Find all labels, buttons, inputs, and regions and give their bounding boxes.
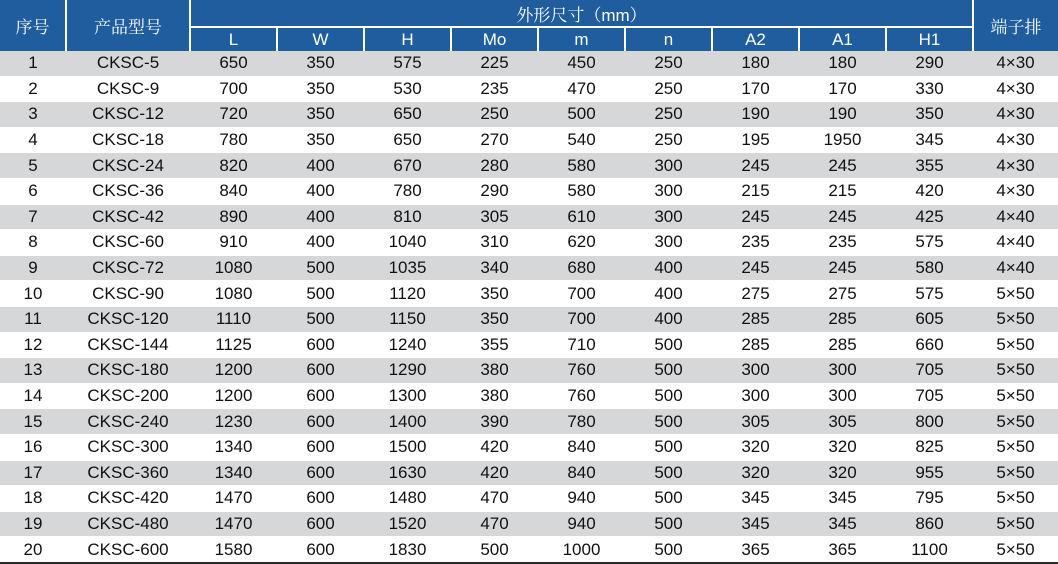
cell-h: 1520 xyxy=(364,511,451,537)
cell-h1: 575 xyxy=(886,281,973,307)
cell-a1: 1950 xyxy=(799,127,886,153)
cell-terminal: 4×30 xyxy=(973,51,1058,76)
table-row xyxy=(0,230,1058,256)
cell-a1: 365 xyxy=(799,537,886,563)
cell-h: 1240 xyxy=(364,332,451,358)
cell-mo: 380 xyxy=(451,358,538,384)
cell-l: 1340 xyxy=(190,434,277,460)
cell-h: 1830 xyxy=(364,537,451,563)
table-body xyxy=(0,51,1058,563)
cell-terminal: 4×30 xyxy=(973,127,1058,153)
cell-m: 500 xyxy=(538,102,625,128)
cell-a2: 195 xyxy=(712,127,799,153)
cell-a2: 245 xyxy=(712,204,799,230)
table-row xyxy=(0,178,1058,204)
cell-h: 1040 xyxy=(364,230,451,256)
cell-a2: 365 xyxy=(712,537,799,563)
cell-n: 250 xyxy=(625,76,712,102)
cell-m: 450 xyxy=(538,51,625,76)
cell-a1: 320 xyxy=(799,434,886,460)
cell-index: 2 xyxy=(0,76,66,102)
cell-model: CKSC-18 xyxy=(66,127,190,153)
cell-n: 500 xyxy=(625,460,712,486)
cell-mo: 340 xyxy=(451,255,538,281)
cell-w: 600 xyxy=(277,434,364,460)
cell-h1: 580 xyxy=(886,255,973,281)
header-dim-w: W xyxy=(277,27,364,51)
cell-m: 620 xyxy=(538,230,625,256)
cell-n: 400 xyxy=(625,255,712,281)
cell-h1: 800 xyxy=(886,409,973,435)
header-terminal: 端子排 xyxy=(973,0,1058,51)
header-index: 序号 xyxy=(0,0,66,51)
cell-mo: 470 xyxy=(451,511,538,537)
cell-l: 1470 xyxy=(190,486,277,512)
cell-w: 600 xyxy=(277,409,364,435)
cell-w: 600 xyxy=(277,358,364,384)
cell-mo: 270 xyxy=(451,127,538,153)
cell-index: 14 xyxy=(0,383,66,409)
cell-m: 470 xyxy=(538,76,625,102)
cell-h: 1120 xyxy=(364,281,451,307)
table-row xyxy=(0,383,1058,409)
header-dim-mo: Mo xyxy=(451,27,538,51)
cell-m: 680 xyxy=(538,255,625,281)
table-row xyxy=(0,281,1058,307)
cell-w: 500 xyxy=(277,281,364,307)
cell-m: 540 xyxy=(538,127,625,153)
cell-mo: 235 xyxy=(451,76,538,102)
cell-h1: 290 xyxy=(886,51,973,76)
cell-h1: 795 xyxy=(886,486,973,512)
cell-index: 8 xyxy=(0,230,66,256)
cell-terminal: 5×50 xyxy=(973,383,1058,409)
cell-l: 1080 xyxy=(190,281,277,307)
cell-m: 760 xyxy=(538,383,625,409)
cell-index: 4 xyxy=(0,127,66,153)
cell-l: 650 xyxy=(190,51,277,76)
cell-h: 670 xyxy=(364,153,451,179)
cell-w: 400 xyxy=(277,178,364,204)
cell-m: 940 xyxy=(538,511,625,537)
cell-model: CKSC-600 xyxy=(66,537,190,563)
cell-mo: 420 xyxy=(451,460,538,486)
cell-a1: 190 xyxy=(799,102,886,128)
cell-index: 12 xyxy=(0,332,66,358)
cell-h1: 860 xyxy=(886,511,973,537)
cell-n: 500 xyxy=(625,332,712,358)
cell-a2: 345 xyxy=(712,486,799,512)
cell-terminal: 4×30 xyxy=(973,153,1058,179)
cell-model: CKSC-36 xyxy=(66,178,190,204)
cell-a2: 235 xyxy=(712,230,799,256)
cell-a1: 235 xyxy=(799,230,886,256)
cell-l: 1110 xyxy=(190,306,277,332)
cell-n: 500 xyxy=(625,511,712,537)
cell-w: 600 xyxy=(277,332,364,358)
cell-mo: 310 xyxy=(451,230,538,256)
cell-h1: 660 xyxy=(886,332,973,358)
cell-h1: 355 xyxy=(886,153,973,179)
cell-model: CKSC-144 xyxy=(66,332,190,358)
table-row xyxy=(0,76,1058,102)
cell-n: 400 xyxy=(625,306,712,332)
cell-w: 400 xyxy=(277,153,364,179)
cell-mo: 250 xyxy=(451,102,538,128)
cell-model: CKSC-24 xyxy=(66,153,190,179)
table-row xyxy=(0,537,1058,563)
table-row xyxy=(0,486,1058,512)
table-row xyxy=(0,358,1058,384)
cell-a2: 275 xyxy=(712,281,799,307)
cell-m: 700 xyxy=(538,306,625,332)
cell-mo: 290 xyxy=(451,178,538,204)
cell-h: 1630 xyxy=(364,460,451,486)
cell-n: 500 xyxy=(625,383,712,409)
table-row xyxy=(0,332,1058,358)
cell-model: CKSC-300 xyxy=(66,434,190,460)
cell-h1: 330 xyxy=(886,76,973,102)
cell-w: 600 xyxy=(277,460,364,486)
cell-a2: 320 xyxy=(712,434,799,460)
cell-a1: 275 xyxy=(799,281,886,307)
cell-model: CKSC-42 xyxy=(66,204,190,230)
cell-terminal: 4×30 xyxy=(973,102,1058,128)
cell-l: 1230 xyxy=(190,409,277,435)
cell-m: 760 xyxy=(538,358,625,384)
cell-a1: 345 xyxy=(799,486,886,512)
cell-a1: 215 xyxy=(799,178,886,204)
cell-h: 650 xyxy=(364,102,451,128)
cell-h1: 955 xyxy=(886,460,973,486)
cell-index: 10 xyxy=(0,281,66,307)
cell-l: 1340 xyxy=(190,460,277,486)
cell-mo: 390 xyxy=(451,409,538,435)
cell-l: 890 xyxy=(190,204,277,230)
table-row xyxy=(0,434,1058,460)
cell-w: 500 xyxy=(277,255,364,281)
cell-mo: 225 xyxy=(451,51,538,76)
cell-terminal: 5×50 xyxy=(973,460,1058,486)
header-dim-n: n xyxy=(625,27,712,51)
cell-model: CKSC-90 xyxy=(66,281,190,307)
cell-terminal: 4×30 xyxy=(973,178,1058,204)
cell-index: 13 xyxy=(0,358,66,384)
table-row xyxy=(0,409,1058,435)
cell-l: 700 xyxy=(190,76,277,102)
table-row xyxy=(0,511,1058,537)
cell-terminal: 5×50 xyxy=(973,537,1058,563)
cell-h: 810 xyxy=(364,204,451,230)
cell-a2: 285 xyxy=(712,332,799,358)
cell-n: 500 xyxy=(625,486,712,512)
cell-a2: 345 xyxy=(712,511,799,537)
cell-n: 400 xyxy=(625,281,712,307)
cell-a2: 300 xyxy=(712,358,799,384)
cell-m: 940 xyxy=(538,486,625,512)
cell-model: CKSC-72 xyxy=(66,255,190,281)
cell-w: 600 xyxy=(277,486,364,512)
cell-h: 575 xyxy=(364,51,451,76)
cell-h1: 605 xyxy=(886,306,973,332)
cell-n: 300 xyxy=(625,178,712,204)
cell-n: 300 xyxy=(625,230,712,256)
cell-a1: 170 xyxy=(799,76,886,102)
cell-index: 11 xyxy=(0,306,66,332)
cell-l: 1125 xyxy=(190,332,277,358)
cell-index: 17 xyxy=(0,460,66,486)
cell-mo: 350 xyxy=(451,281,538,307)
cell-mo: 305 xyxy=(451,204,538,230)
cell-h1: 425 xyxy=(886,204,973,230)
cell-l: 780 xyxy=(190,127,277,153)
cell-a1: 245 xyxy=(799,153,886,179)
cell-h: 1300 xyxy=(364,383,451,409)
cell-terminal: 5×50 xyxy=(973,409,1058,435)
cell-a2: 320 xyxy=(712,460,799,486)
header-dim-h: H xyxy=(364,27,451,51)
cell-a2: 180 xyxy=(712,51,799,76)
cell-h1: 575 xyxy=(886,230,973,256)
cell-n: 250 xyxy=(625,102,712,128)
cell-l: 1080 xyxy=(190,255,277,281)
cell-h1: 420 xyxy=(886,178,973,204)
cell-l: 1200 xyxy=(190,383,277,409)
cell-w: 600 xyxy=(277,537,364,563)
cell-l: 720 xyxy=(190,102,277,128)
cell-a1: 245 xyxy=(799,255,886,281)
cell-model: CKSC-240 xyxy=(66,409,190,435)
cell-a1: 300 xyxy=(799,383,886,409)
cell-w: 350 xyxy=(277,127,364,153)
cell-terminal: 4×40 xyxy=(973,255,1058,281)
cell-a1: 300 xyxy=(799,358,886,384)
cell-model: CKSC-180 xyxy=(66,358,190,384)
cell-h1: 350 xyxy=(886,102,973,128)
cell-index: 3 xyxy=(0,102,66,128)
cell-n: 500 xyxy=(625,434,712,460)
cell-model: CKSC-480 xyxy=(66,511,190,537)
cell-n: 250 xyxy=(625,127,712,153)
table-row xyxy=(0,102,1058,128)
cell-m: 840 xyxy=(538,460,625,486)
cell-m: 780 xyxy=(538,409,625,435)
cell-model: CKSC-9 xyxy=(66,76,190,102)
cell-w: 400 xyxy=(277,230,364,256)
cell-index: 20 xyxy=(0,537,66,563)
header-dim-a2: A2 xyxy=(712,27,799,51)
cell-h: 1400 xyxy=(364,409,451,435)
cell-l: 1580 xyxy=(190,537,277,563)
cell-model: CKSC-360 xyxy=(66,460,190,486)
cell-n: 500 xyxy=(625,409,712,435)
cell-index: 18 xyxy=(0,486,66,512)
table-row xyxy=(0,127,1058,153)
cell-index: 19 xyxy=(0,511,66,537)
cell-w: 350 xyxy=(277,51,364,76)
cell-a1: 285 xyxy=(799,332,886,358)
cell-w: 350 xyxy=(277,76,364,102)
cell-a1: 345 xyxy=(799,511,886,537)
cell-w: 500 xyxy=(277,306,364,332)
table-row xyxy=(0,204,1058,230)
cell-a2: 215 xyxy=(712,178,799,204)
cell-n: 300 xyxy=(625,153,712,179)
cell-index: 16 xyxy=(0,434,66,460)
cell-m: 1000 xyxy=(538,537,625,563)
table-row xyxy=(0,306,1058,332)
cell-mo: 470 xyxy=(451,486,538,512)
cell-terminal: 5×50 xyxy=(973,486,1058,512)
cell-m: 580 xyxy=(538,178,625,204)
cell-a2: 190 xyxy=(712,102,799,128)
cell-model: CKSC-420 xyxy=(66,486,190,512)
cell-model: CKSC-5 xyxy=(66,51,190,76)
cell-a1: 245 xyxy=(799,204,886,230)
cell-l: 820 xyxy=(190,153,277,179)
cell-h: 1290 xyxy=(364,358,451,384)
cell-a2: 245 xyxy=(712,255,799,281)
cell-w: 600 xyxy=(277,511,364,537)
cell-w: 350 xyxy=(277,102,364,128)
cell-terminal: 5×50 xyxy=(973,358,1058,384)
cell-h: 780 xyxy=(364,178,451,204)
table-row xyxy=(0,153,1058,179)
cell-h: 530 xyxy=(364,76,451,102)
cell-m: 840 xyxy=(538,434,625,460)
cell-n: 300 xyxy=(625,204,712,230)
cell-terminal: 5×50 xyxy=(973,281,1058,307)
cell-mo: 355 xyxy=(451,332,538,358)
cell-index: 6 xyxy=(0,178,66,204)
cell-model: CKSC-12 xyxy=(66,102,190,128)
cell-mo: 500 xyxy=(451,537,538,563)
cell-index: 7 xyxy=(0,204,66,230)
cell-terminal: 4×30 xyxy=(973,76,1058,102)
cell-terminal: 4×40 xyxy=(973,204,1058,230)
cell-terminal: 5×50 xyxy=(973,511,1058,537)
cell-l: 1470 xyxy=(190,511,277,537)
cell-h1: 705 xyxy=(886,383,973,409)
cell-l: 910 xyxy=(190,230,277,256)
header-dim-a1: A1 xyxy=(799,27,886,51)
cell-a1: 180 xyxy=(799,51,886,76)
cell-h: 1500 xyxy=(364,434,451,460)
cell-a2: 170 xyxy=(712,76,799,102)
table-row xyxy=(0,255,1058,281)
cell-a1: 305 xyxy=(799,409,886,435)
cell-n: 500 xyxy=(625,537,712,563)
cell-m: 580 xyxy=(538,153,625,179)
header-dim-l: L xyxy=(190,27,277,51)
cell-index: 5 xyxy=(0,153,66,179)
cell-a2: 245 xyxy=(712,153,799,179)
cell-a1: 285 xyxy=(799,306,886,332)
cell-h1: 705 xyxy=(886,358,973,384)
cell-mo: 350 xyxy=(451,306,538,332)
header-model: 产品型号 xyxy=(66,0,190,51)
cell-mo: 380 xyxy=(451,383,538,409)
cell-w: 600 xyxy=(277,383,364,409)
cell-m: 710 xyxy=(538,332,625,358)
cell-m: 610 xyxy=(538,204,625,230)
header-dim-m: m xyxy=(538,27,625,51)
cell-model: CKSC-120 xyxy=(66,306,190,332)
cell-index: 1 xyxy=(0,51,66,76)
cell-h: 650 xyxy=(364,127,451,153)
cell-a2: 300 xyxy=(712,383,799,409)
cell-l: 1200 xyxy=(190,358,277,384)
cell-model: CKSC-200 xyxy=(66,383,190,409)
cell-mo: 280 xyxy=(451,153,538,179)
cell-h: 1035 xyxy=(364,255,451,281)
cell-model: CKSC-60 xyxy=(66,230,190,256)
cell-h: 1480 xyxy=(364,486,451,512)
cell-mo: 420 xyxy=(451,434,538,460)
cell-n: 500 xyxy=(625,358,712,384)
cell-terminal: 4×40 xyxy=(973,230,1058,256)
cell-terminal: 5×50 xyxy=(973,434,1058,460)
table-row xyxy=(0,460,1058,486)
cell-h1: 825 xyxy=(886,434,973,460)
cell-a2: 305 xyxy=(712,409,799,435)
cell-index: 15 xyxy=(0,409,66,435)
cell-w: 400 xyxy=(277,204,364,230)
cell-a1: 320 xyxy=(799,460,886,486)
cell-h1: 345 xyxy=(886,127,973,153)
cell-index: 9 xyxy=(0,255,66,281)
cell-m: 700 xyxy=(538,281,625,307)
cell-n: 250 xyxy=(625,51,712,76)
table-row xyxy=(0,51,1058,76)
cell-terminal: 5×50 xyxy=(973,332,1058,358)
header-dim-h1: H1 xyxy=(886,27,973,51)
cell-terminal: 5×50 xyxy=(973,306,1058,332)
cell-h1: 1100 xyxy=(886,537,973,563)
cell-h: 1150 xyxy=(364,306,451,332)
cell-a2: 285 xyxy=(712,306,799,332)
cell-l: 840 xyxy=(190,178,277,204)
header-dimensions-group: 外形尺寸（mm） xyxy=(190,0,973,27)
